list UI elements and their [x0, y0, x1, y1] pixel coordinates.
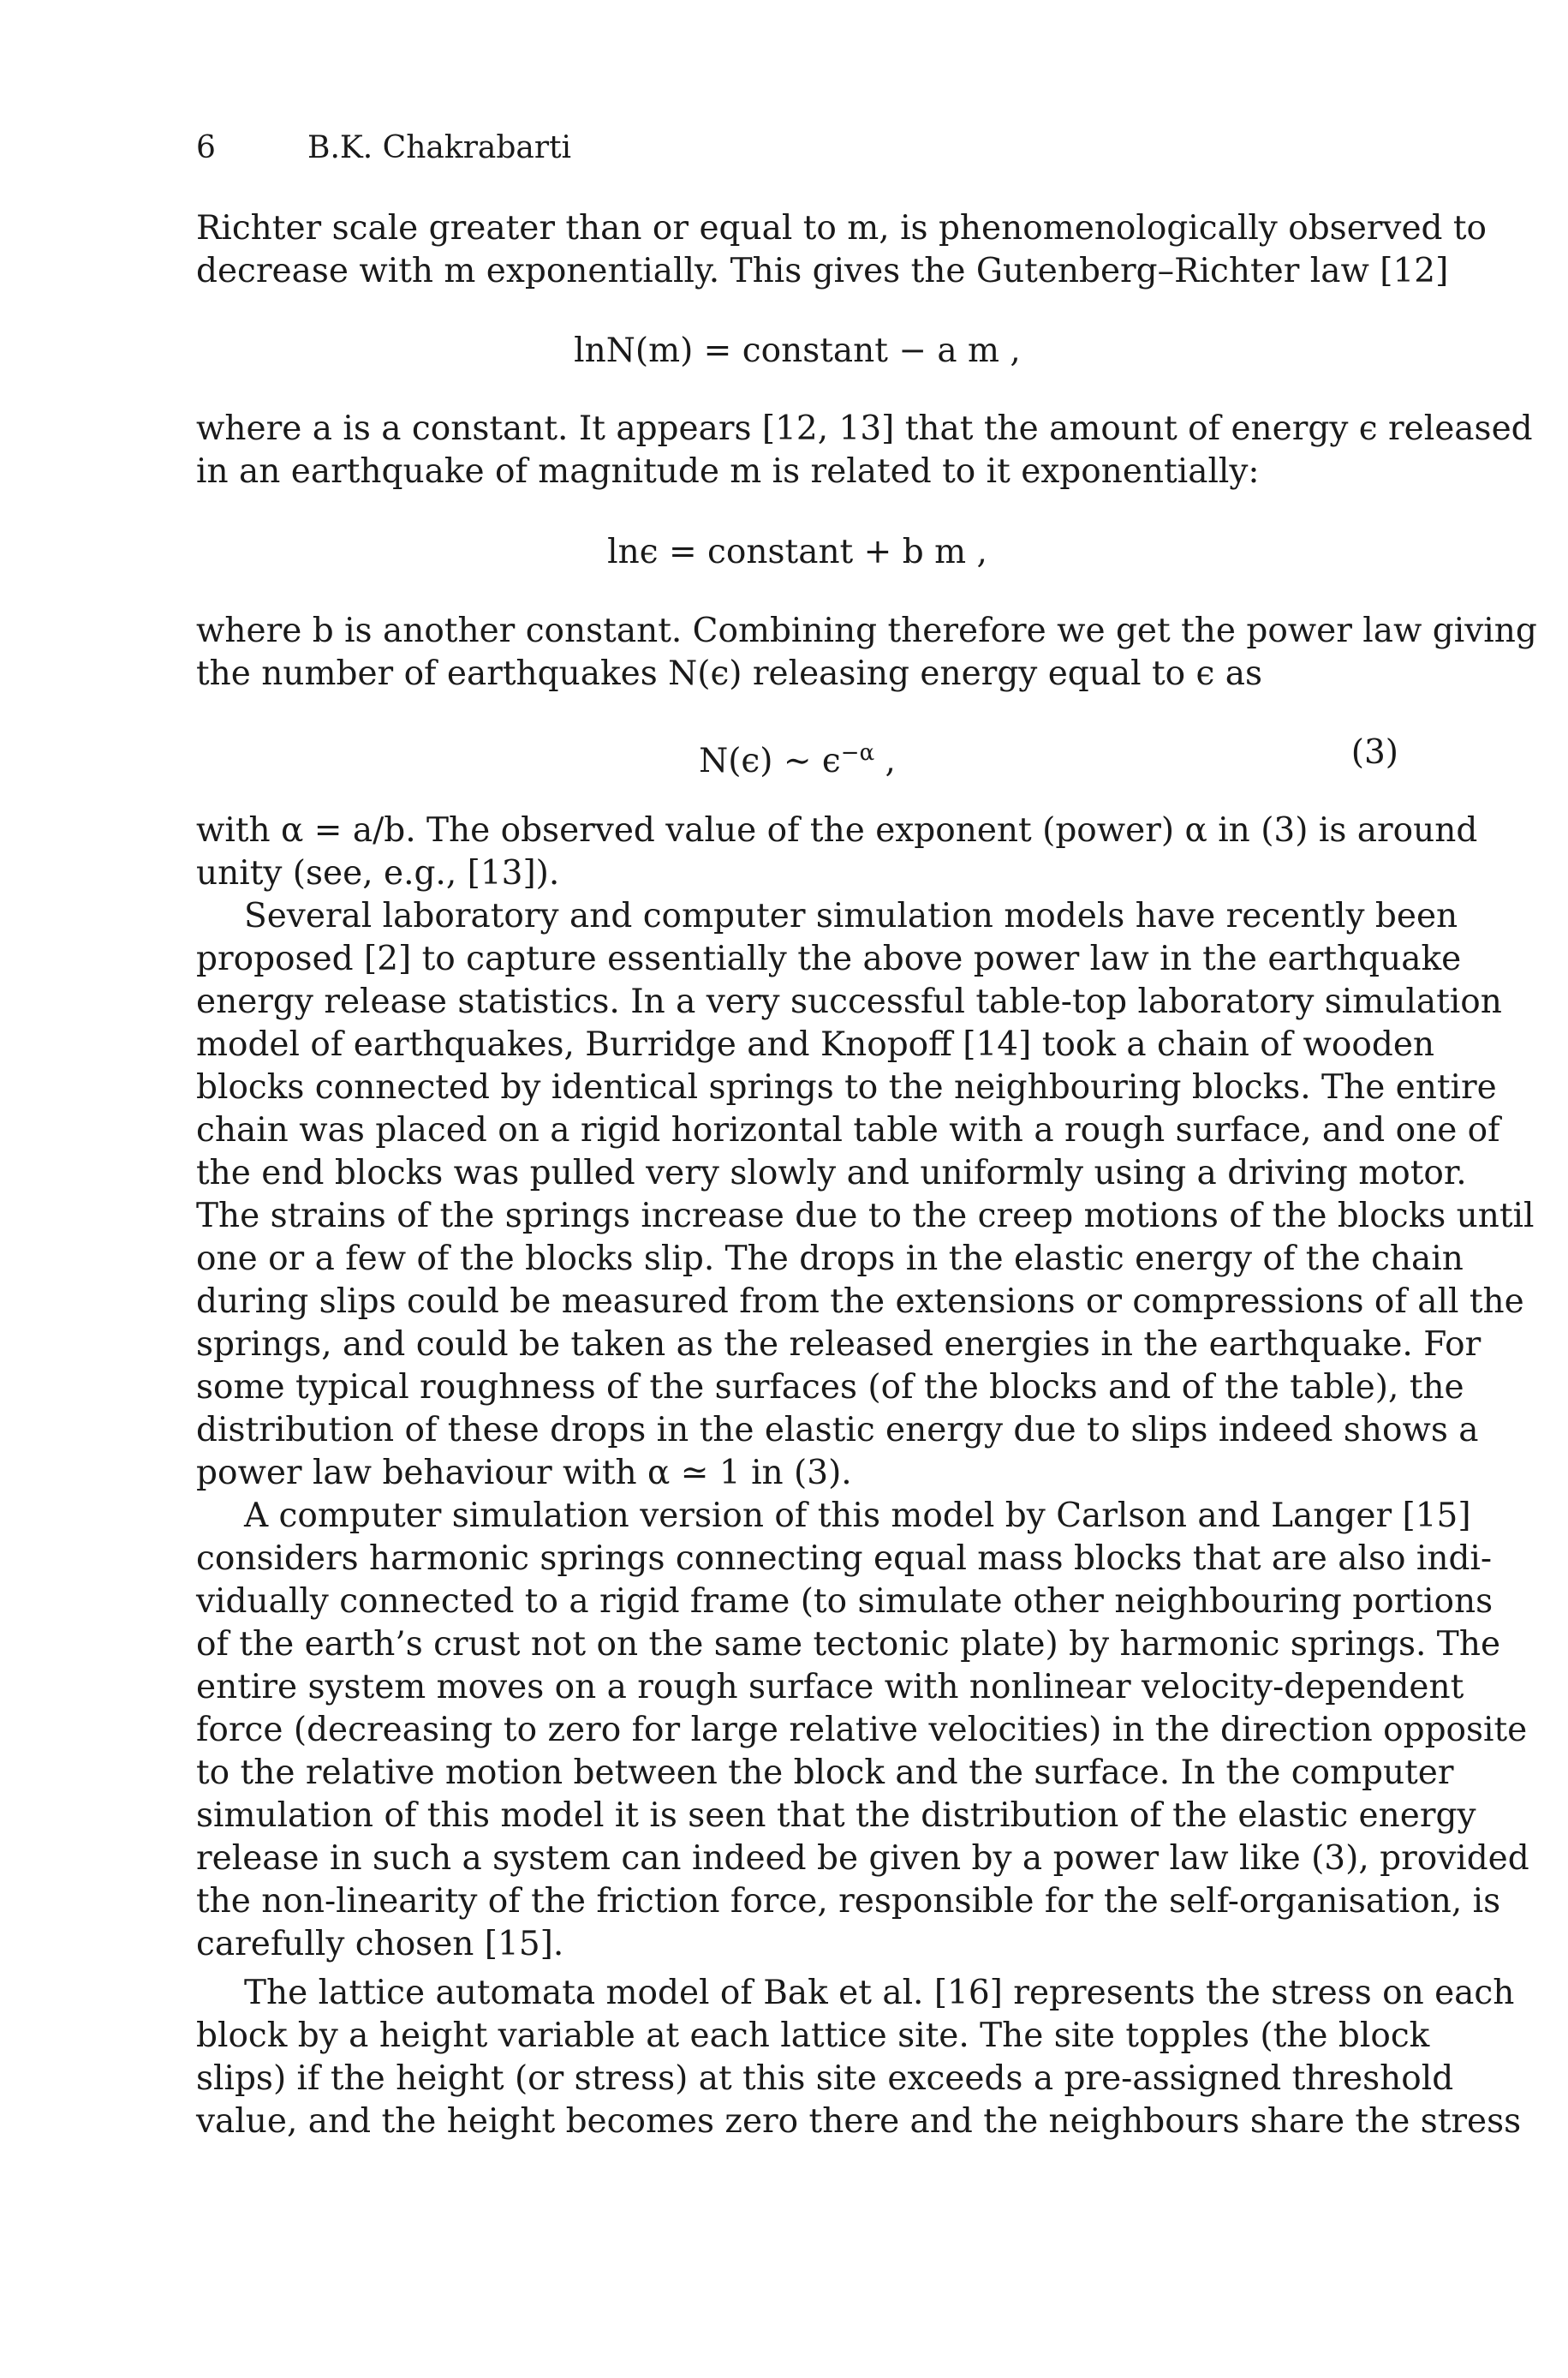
paragraph-line: slips) if the height (or stress) at this site exceeds a pre-assigned threshold	[196, 2059, 1454, 2098]
paragraph-line: springs, and could be taken as the released energies in the earthquake. For	[196, 1325, 1482, 1364]
equation-energy: lnϵ = constant + b m ,	[607, 533, 987, 571]
text-line: with α = a/b. The observed value of the exponent (power) α in (3) is around	[196, 811, 1478, 850]
equation-power-law	[196, 732, 1398, 780]
paragraph-line: the end blocks was pulled very slowly and uniformly using a driving motor.	[196, 1154, 1467, 1192]
paragraph-line: power law behaviour with α ≃ 1 in (3).	[196, 1454, 852, 1492]
paragraph-line: Several laboratory and computer simulation models have recently been	[244, 897, 1458, 935]
text-line: where a is a constant. It appears [12, 13] that the amount of energy ϵ released	[196, 409, 1533, 448]
page-number: 6	[196, 130, 216, 165]
paragraph-line: vidually connected to a rigid frame (to simulate other neighbouring portions	[196, 1582, 1493, 1621]
paragraph-line: proposed [2] to capture essentially the above power law in the earthquake	[196, 940, 1462, 978]
text-line: in an earthquake of magnitude m is related to it exponentially:	[196, 452, 1260, 491]
paragraph-line: some typical roughness of the surfaces (of the blocks and of the table), the	[196, 1368, 1464, 1407]
text-line: where b is another constant. Combining therefore we get the power law giving	[196, 612, 1537, 650]
paragraph-line: The strains of the springs increase due to the creep motions of the blocks until	[196, 1197, 1535, 1235]
paragraph-line: The lattice automata model of Bak et al. [16] represents the stress on each	[244, 1974, 1515, 2012]
running-header	[196, 130, 571, 173]
text-line: the number of earthquakes N(ϵ) releasing energy equal to ϵ as	[196, 654, 1263, 693]
paragraph-line: distribution of these drops in the elastic energy due to slips indeed shows a	[196, 1411, 1479, 1449]
equation-body: N(ϵ) ∼ ϵ	[699, 742, 841, 780]
paragraph-line: carefully chosen [15].	[196, 1925, 564, 1963]
paragraph-line: model of earthquakes, Burridge and Knopoff [14] took a chain of wooden	[196, 1025, 1435, 1064]
paragraph-line: release in such a system can indeed be given by a power law like (3), provided	[196, 1839, 1529, 1878]
equation-exponent: −α	[840, 740, 875, 766]
text-line: unity (see, e.g., [13]).	[196, 854, 560, 893]
paragraph-line: block by a height variable at each lattice site. The site topples (the block	[196, 2017, 1430, 2055]
paragraph-line: chain was placed on a rigid horizontal table with a rough surface, and one of	[196, 1111, 1500, 1150]
text-line: Richter scale greater than or equal to m, is phenomenologically observed to	[196, 209, 1488, 248]
text-line: decrease with m exponentially. This gives the Gutenberg–Richter law [12]	[196, 252, 1449, 290]
paragraph-line: to the relative motion between the block and the surface. In the computer	[196, 1754, 1454, 1792]
paragraph-line: force (decreasing to zero for large relative velocities) in the direction opposite	[196, 1711, 1528, 1749]
paragraph-line: entire system moves on a rough surface with nonlinear velocity-dependent	[196, 1668, 1464, 1706]
paragraph-line: considers harmonic springs connecting equal mass blocks that are also indi-	[196, 1539, 1493, 1578]
paragraph-line: value, and the height becomes zero there and the neighbours share the stress	[196, 2102, 1522, 2141]
paragraph-line: A computer simulation version of this model by Carlson and Langer [15]	[244, 1497, 1471, 1535]
paragraph-line: of the earth’s crust not on the same tectonic plate) by harmonic springs. The	[196, 1625, 1501, 1664]
equation-label: (3)	[1350, 733, 1398, 772]
equation-gutenberg-richter: lnN(m) = constant − a m ,	[574, 332, 1021, 370]
equation-tail: ,	[874, 742, 896, 780]
author-name: B.K. Chakrabarti	[307, 130, 572, 165]
paragraph-line: during slips could be measured from the extensions or compressions of all the	[196, 1282, 1524, 1321]
paragraph-line: simulation of this model it is seen that the distribution of the elastic energy	[196, 1796, 1476, 1835]
paragraph-line: energy release statistics. In a very successful table-top laboratory simulation	[196, 983, 1502, 1021]
paragraph-line: blocks connected by identical springs to the neighbouring blocks. The entire	[196, 1068, 1497, 1107]
paragraph-line: one or a few of the blocks slip. The drops in the elastic energy of the chain	[196, 1240, 1464, 1278]
paragraph-line: the non-linearity of the friction force, responsible for the self-organisation, is	[196, 1882, 1501, 1921]
